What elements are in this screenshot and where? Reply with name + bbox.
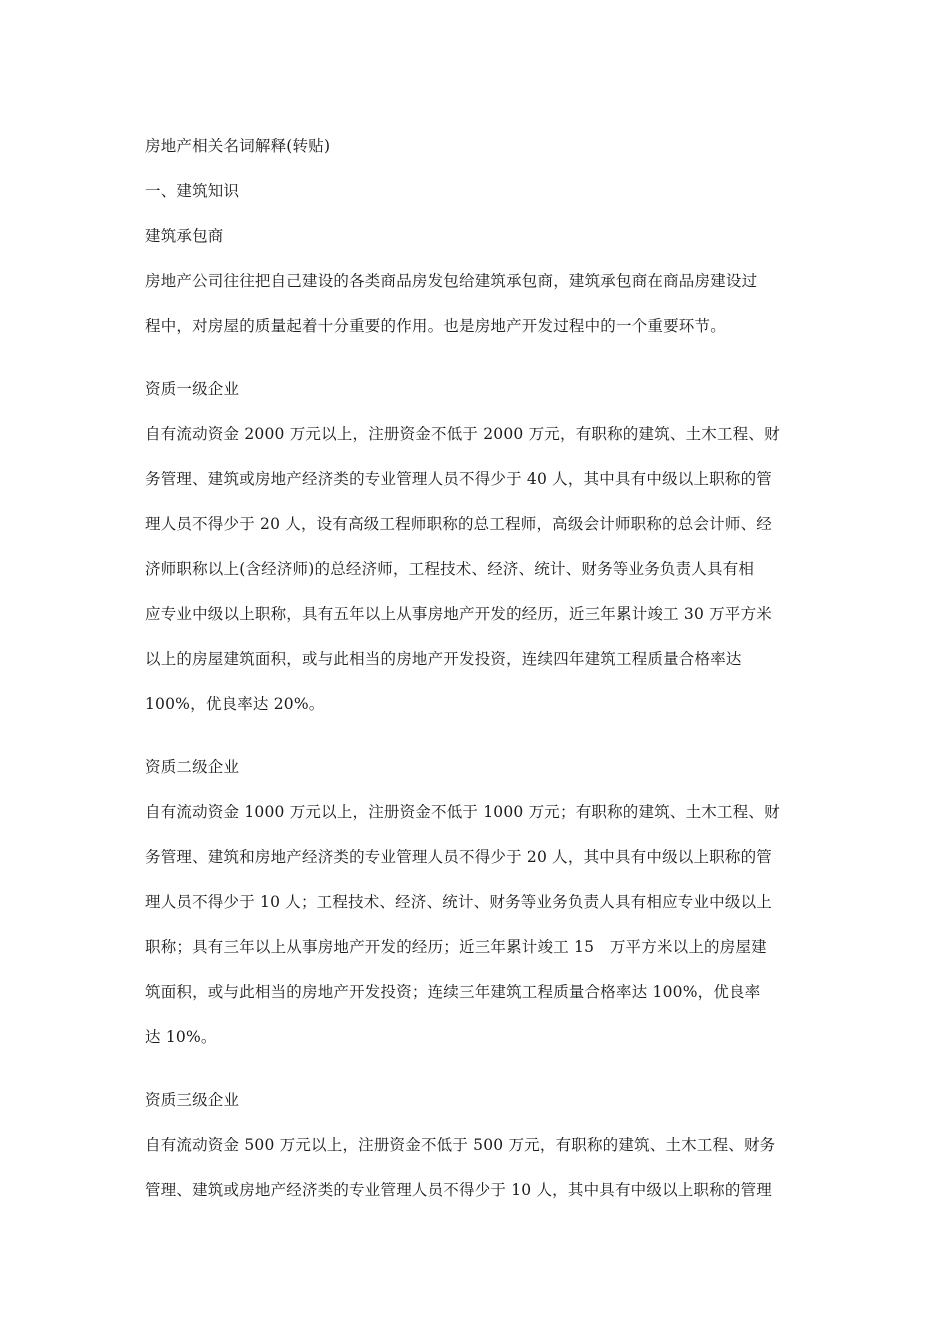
grade1-text-line: 应专业中级以上职称，具有五年以上从事房地产开发的经历，近三年累计竣工 30 万平方米: [145, 605, 772, 623]
grade1-text-line: 以上的房屋建筑面积，或与此相当的房地产开发投资，连续四年建筑工程质量合格率达: [145, 650, 742, 668]
paragraph-gap: [145, 1060, 810, 1078]
grade1-text-line: 务管理、建筑或房地产经济类的专业管理人员不得少于 40 人，其中具有中级以上职称的管: [145, 470, 772, 488]
grade1-text-line: 济师职称以上(含经济师)的总经济师，工程技术、经济、统计、财务等业务负责人具有相: [145, 560, 755, 578]
paragraph-gap: [145, 349, 810, 367]
grade3-text-line: 管理、建筑或房地产经济类的专业管理人员不得少于 10 人，其中具有中级以上职称的管理: [145, 1181, 772, 1199]
contractor-text-line: 房地产公司往往把自己建设的各类商品房发包给建筑承包商，建筑承包商在商品房建设过: [145, 272, 758, 290]
contractor-heading: 建筑承包商: [145, 227, 224, 245]
grade3-text-line: 自有流动资金 500 万元以上，注册资金不低于 500 万元，有职称的建筑、土木工程、财务: [145, 1136, 776, 1154]
grade2-text-line: 筑面积，或与此相当的房地产开发投资；连续三年建筑工程质量合格率达 100%，优良率: [145, 983, 761, 1001]
document-title: 房地产相关名词解释(转贴): [145, 137, 331, 155]
grade1-text-line: 自有流动资金 2000 万元以上，注册资金不低于 2000 万元，有职称的建筑、土木工程、财: [145, 425, 780, 443]
document-body: [145, 124, 810, 1213]
section-heading: 一、建筑知识: [145, 182, 240, 200]
grade2-heading: 资质二级企业: [145, 758, 240, 776]
grade2-text-line: 职称；具有三年以上从事房地产开发的经历；近三年累计竣工 15 万平方米以上的房屋建: [145, 938, 767, 956]
grade1-text-line: 100%，优良率达 20%。: [145, 695, 325, 713]
grade1-heading: 资质一级企业: [145, 380, 240, 398]
grade3-heading: 资质三级企业: [145, 1091, 240, 1109]
grade2-text-line: 达 10%。: [145, 1028, 217, 1046]
grade2-text-line: 务管理、建筑和房地产经济类的专业管理人员不得少于 20 人，其中具有中级以上职称的管: [145, 848, 772, 866]
grade1-text-line: 理人员不得少于 20 人，设有高级工程师职称的总工程师，高级会计师职称的总会计师、经: [145, 515, 772, 533]
grade2-text-line: 理人员不得少于 10 人；工程技术、经济、统计、财务等业务负责人具有相应专业中级以上: [145, 893, 772, 911]
paragraph-gap: [145, 727, 810, 745]
contractor-text-line: 程中，对房屋的质量起着十分重要的作用。也是房地产开发过程中的一个重要环节。: [145, 317, 726, 335]
grade2-text-line: 自有流动资金 1000 万元以上，注册资金不低于 1000 万元；有职称的建筑、土木工程、财: [145, 803, 780, 821]
